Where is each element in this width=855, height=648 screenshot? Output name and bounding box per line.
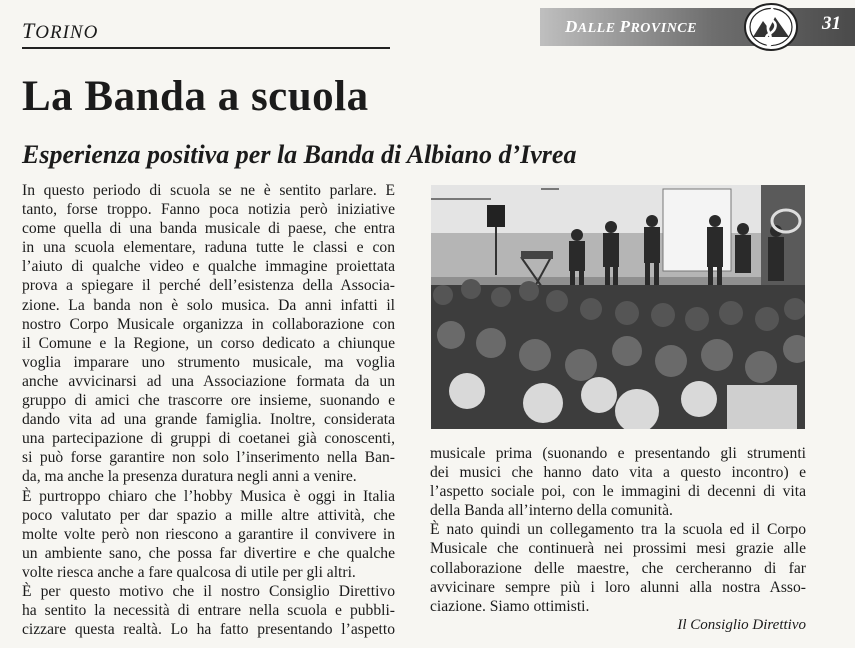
text-line: ciazione. Siamo ottimisti. xyxy=(430,597,590,615)
text-line: collaborazione delle maestre, che cercheranno di far xyxy=(430,559,806,577)
text-line: musicale prima (suonando e presentando gli strumenti xyxy=(430,445,806,462)
section-label xyxy=(22,18,390,49)
right-column xyxy=(430,444,806,616)
text-line: molte volte però non riescono a garantire il convivere in xyxy=(22,525,395,543)
text-line: cizzare questa realtà. Lo ha fatto presentando l’aspetto xyxy=(22,621,395,639)
text-line: Musicale che continuerà nei prossimi mesi grazie alle xyxy=(430,540,806,558)
left-column xyxy=(22,181,395,639)
text-line: voglia imparare uno strumento musicale, ma voglia xyxy=(22,353,395,371)
text-line: tanto, forse troppo. Fanno poca notizia però iniziative xyxy=(22,201,395,219)
text-line: l’aiuto di qualche video e qualche immagine proiettata xyxy=(22,258,395,276)
text-line: si può forse garantire non solo l’inserimento nella Ban- xyxy=(22,449,395,467)
text-line: È per questo motivo che il nostro Consiglio Direttivo xyxy=(22,582,395,600)
text-line: volte riesca anche a fare qualcosa di utile per gli altri. xyxy=(22,563,356,581)
text-line: È purtroppo chiaro che l’hobby Musica è oggi in Italia xyxy=(22,487,395,505)
article-title: La Banda a scuola xyxy=(22,73,369,120)
text-line: In questo periodo di scuola se ne è sentito parlare. E xyxy=(22,182,395,199)
text-line: zione. La banda non è solo musica. Da anni infatti il xyxy=(22,296,395,314)
province-cap-p: P xyxy=(619,17,631,36)
text-line: avvicinare sempre più i loro alunni alla nostra Asso- xyxy=(430,578,806,596)
page-number: 31 xyxy=(822,13,841,34)
text-line: anche avvicinarsi ad una Associazione formata da un xyxy=(22,372,395,390)
text-line: come quella di una banda musicale di paese, che entra xyxy=(22,220,395,238)
text-line: nostro Corpo Musicale organizza in collaborazione con xyxy=(22,315,395,333)
text-line: da, ma anche la presenza duratura negli anni a venire. xyxy=(22,468,357,486)
text-line: della Banda all’interno della comunità. xyxy=(430,502,673,520)
treble-clef-mountain-logo xyxy=(744,3,798,51)
band-at-school-photo xyxy=(431,185,805,429)
province-cap-d: D xyxy=(565,17,578,36)
text-line: il Comune e la Regione, un corso dedicato a chiunque xyxy=(22,334,395,352)
text-line: È nato quindi un collegamento tra la scuola ed il Corpo xyxy=(430,521,806,539)
text-line: in una scuola elementare, raduna tutte le classi e con xyxy=(22,239,395,257)
province-rest-rovince: ROVINCE xyxy=(630,21,697,36)
text-line: ha sentito la necessità di entrare nella scuola e pubbli- xyxy=(22,602,395,620)
text-line: l’aspetto sociale poi, con le immagini di decenni di vita xyxy=(430,483,806,501)
section-label-rest: ORINO xyxy=(35,22,99,43)
article-subtitle: Esperienza positiva per la Banda di Albiano d’Ivrea xyxy=(22,140,577,169)
text-line: un ambiente sano, che possa far divertire e che qualche xyxy=(22,544,395,562)
section-label-initial: T xyxy=(22,18,36,43)
article-signature: Il Consiglio Direttivo xyxy=(677,617,806,633)
text-line: gruppo di amici che trascorre ore insieme, suonando e xyxy=(22,392,395,410)
text-line: poco valutato per dar spazio a mille altre attività, che xyxy=(22,506,395,524)
text-line: una partecipazione di gruppi di coetanei già conoscenti, xyxy=(22,430,395,448)
province-rest-alle: ALLE xyxy=(577,21,620,36)
province-label xyxy=(565,17,697,37)
text-line: dando vita ad una grande famiglia. Inoltre, considerata xyxy=(22,411,395,429)
text-line: prova a spiegare il perché dell’esistenza della Associa- xyxy=(22,277,395,295)
text-line: dei musici che hanno dato vita a questo incontro) e xyxy=(430,464,806,482)
